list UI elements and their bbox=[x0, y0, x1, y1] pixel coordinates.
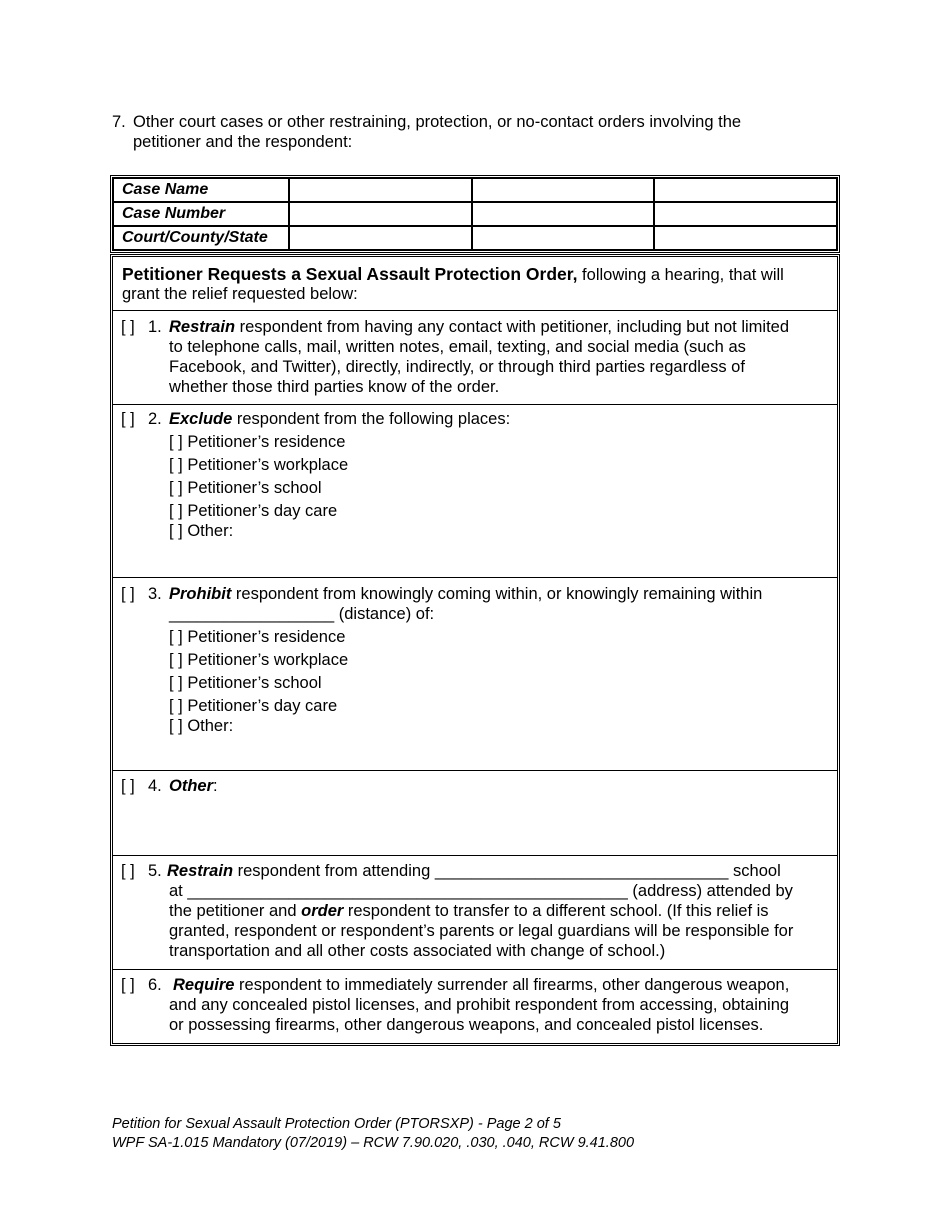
option-residence[interactable]: [ ] Petitioner’s residence bbox=[169, 628, 346, 646]
section-1-line1: respondent from having any contact with petitioner, including but not limited bbox=[235, 318, 790, 336]
checkbox-4[interactable]: [ ] bbox=[121, 777, 135, 795]
option-day-care[interactable]: [ ] Petitioner’s day care bbox=[169, 697, 338, 715]
case-name-label: Case Name bbox=[113, 178, 289, 202]
section-5-line3-pre: the petitioner and bbox=[169, 902, 302, 920]
section-6-line3: or possessing firearms, other dangerous weapons, and concealed pistol licenses. bbox=[169, 1016, 764, 1034]
section-1-line3: Facebook, and Twitter), directly, indirectly, or through third parties regardless of bbox=[169, 358, 745, 376]
section-6-line1: respondent to immediately surrender all firearms, other dangerous weapon, bbox=[234, 976, 790, 994]
case-number-cell-2[interactable] bbox=[472, 202, 655, 226]
court-cell-1[interactable] bbox=[289, 226, 472, 250]
section-3-number: 3. bbox=[148, 585, 162, 603]
request-heading-bold: Petitioner Requests a Sexual Assault Protection Order, bbox=[122, 264, 578, 284]
option-school[interactable]: [ ] Petitioner’s school bbox=[169, 479, 322, 497]
court-cell-3[interactable] bbox=[654, 226, 837, 250]
footer bbox=[112, 1115, 634, 1153]
item-7 bbox=[112, 112, 812, 152]
section-1-line2: to telephone calls, mail, written notes, email, texting, and social media (such as bbox=[169, 338, 746, 356]
section-1-number: 1. bbox=[148, 318, 162, 336]
section-5-line2: at ________________________________________________ (address) attended by bbox=[169, 882, 793, 900]
section-5-line5: transportation and all other costs associated with change of school.) bbox=[169, 942, 666, 960]
distance-field[interactable]: __________________ (distance) of: bbox=[169, 605, 435, 623]
checkbox-3[interactable]: [ ] bbox=[121, 585, 135, 603]
case-number-cell-3[interactable] bbox=[654, 202, 837, 226]
item-7-line1: Other court cases or other restraining, protection, or no-contact orders involving the bbox=[133, 113, 742, 131]
section-6-number: 6. bbox=[148, 976, 162, 994]
table-row bbox=[113, 226, 837, 250]
option-school[interactable]: [ ] Petitioner’s school bbox=[169, 674, 322, 692]
case-name-cell-3[interactable] bbox=[654, 178, 837, 202]
section-5-line3-post: respondent to transfer to a different school. (If this relief is bbox=[343, 902, 769, 920]
checkbox-6[interactable]: [ ] bbox=[121, 976, 135, 994]
section-5 bbox=[113, 856, 837, 970]
case-number-cell-1[interactable] bbox=[289, 202, 472, 226]
case-name-cell-2[interactable] bbox=[472, 178, 655, 202]
section-2-keyword: Exclude bbox=[169, 410, 233, 428]
section-4-suffix: : bbox=[213, 777, 218, 795]
section-3 bbox=[113, 578, 837, 771]
option-day-care[interactable]: [ ] Petitioner’s day care bbox=[169, 502, 338, 520]
section-4 bbox=[113, 771, 837, 856]
section-4-keyword: Other bbox=[169, 777, 214, 795]
section-3-line1: respondent from knowingly coming within, or knowingly remaining within bbox=[231, 585, 763, 603]
section-4-number: 4. bbox=[148, 777, 162, 795]
section-5-line1: respondent from attending ________________________________ school bbox=[233, 862, 781, 880]
case-table bbox=[110, 175, 840, 253]
footer-line2: WPF SA-1.015 Mandatory (07/2019) – RCW 7.90.020, .030, .040, RCW 9.41.800 bbox=[112, 1135, 635, 1151]
section-1-keyword: Restrain bbox=[169, 318, 236, 336]
section-1-line4: whether those third parties know of the order. bbox=[169, 378, 500, 396]
section-2-number: 2. bbox=[148, 410, 162, 428]
checkbox-1[interactable]: [ ] bbox=[121, 318, 135, 336]
option-workplace[interactable]: [ ] Petitioner’s workplace bbox=[169, 456, 349, 474]
court-county-state-label: Court/County/State bbox=[113, 226, 289, 250]
section-5-line4: granted, respondent or respondent’s parents or legal guardians will be responsible for bbox=[169, 922, 794, 940]
option-other[interactable]: [ ] Other: bbox=[169, 717, 234, 735]
section-1 bbox=[113, 310, 837, 405]
item-7-number: 7. bbox=[112, 113, 126, 131]
option-residence[interactable]: [ ] Petitioner’s residence bbox=[169, 433, 346, 451]
item-7-line2: petitioner and the respondent: bbox=[133, 133, 353, 151]
section-3-keyword: Prohibit bbox=[169, 585, 232, 603]
option-other[interactable]: [ ] Other: bbox=[169, 522, 234, 540]
checkbox-2[interactable]: [ ] bbox=[121, 410, 135, 428]
table-row bbox=[113, 202, 837, 226]
section-6-line2: and any concealed pistol licenses, and prohibit respondent from accessing, obtaining bbox=[169, 996, 790, 1014]
option-workplace[interactable]: [ ] Petitioner’s workplace bbox=[169, 651, 349, 669]
section-2-line1: respondent from the following places: bbox=[232, 410, 511, 428]
relief-box bbox=[110, 254, 840, 1046]
request-heading bbox=[113, 257, 837, 311]
section-6-keyword: Require bbox=[173, 976, 235, 994]
section-2 bbox=[113, 405, 837, 578]
section-5-keyword: Restrain bbox=[167, 862, 234, 880]
case-number-label: Case Number bbox=[113, 202, 289, 226]
case-name-cell-1[interactable] bbox=[289, 178, 472, 202]
section-6 bbox=[113, 970, 837, 1043]
request-heading-line2: grant the relief requested below: bbox=[122, 285, 358, 303]
section-5-order-keyword: order bbox=[301, 902, 344, 920]
checkbox-5[interactable]: [ ] bbox=[121, 862, 135, 880]
footer-line1: Petition for Sexual Assault Protection Order (PTORSXP) - Page 2 of 5 bbox=[112, 1116, 561, 1132]
table-row bbox=[113, 178, 837, 202]
section-5-number: 5. bbox=[148, 862, 162, 880]
court-cell-2[interactable] bbox=[472, 226, 655, 250]
request-heading-rest: following a hearing, that will bbox=[577, 266, 784, 284]
